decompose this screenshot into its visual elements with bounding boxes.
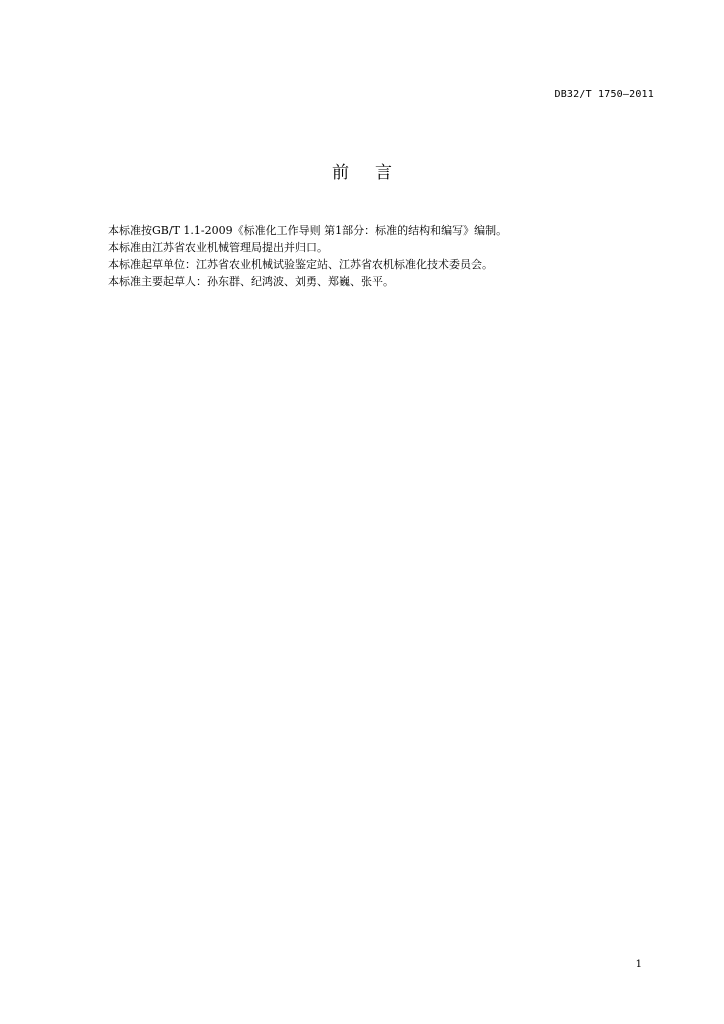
standard-code: DB32/T 1750—2011 (554, 89, 654, 100)
paragraph-proposer: 本标准由江苏省农业机械管理局提出并归口。 (108, 241, 328, 254)
page-number: 1 (635, 959, 642, 970)
page-title: 前言 (332, 163, 418, 183)
paragraph-drafting-rules: 本标准按GB/T 1.1-2009《标准化工作导则 第1部分：标准的结构和编写》编制。 (108, 224, 508, 237)
paragraph-drafters: 本标准主要起草人：孙东群、纪鸿波、刘勇、郑巍、张平。 (108, 275, 394, 288)
foreword-body (108, 222, 648, 290)
paragraph-drafting-units: 本标准起草单位：江苏省农业机械试验鉴定站、江苏省农机标准化技术委员会。 (108, 258, 493, 271)
